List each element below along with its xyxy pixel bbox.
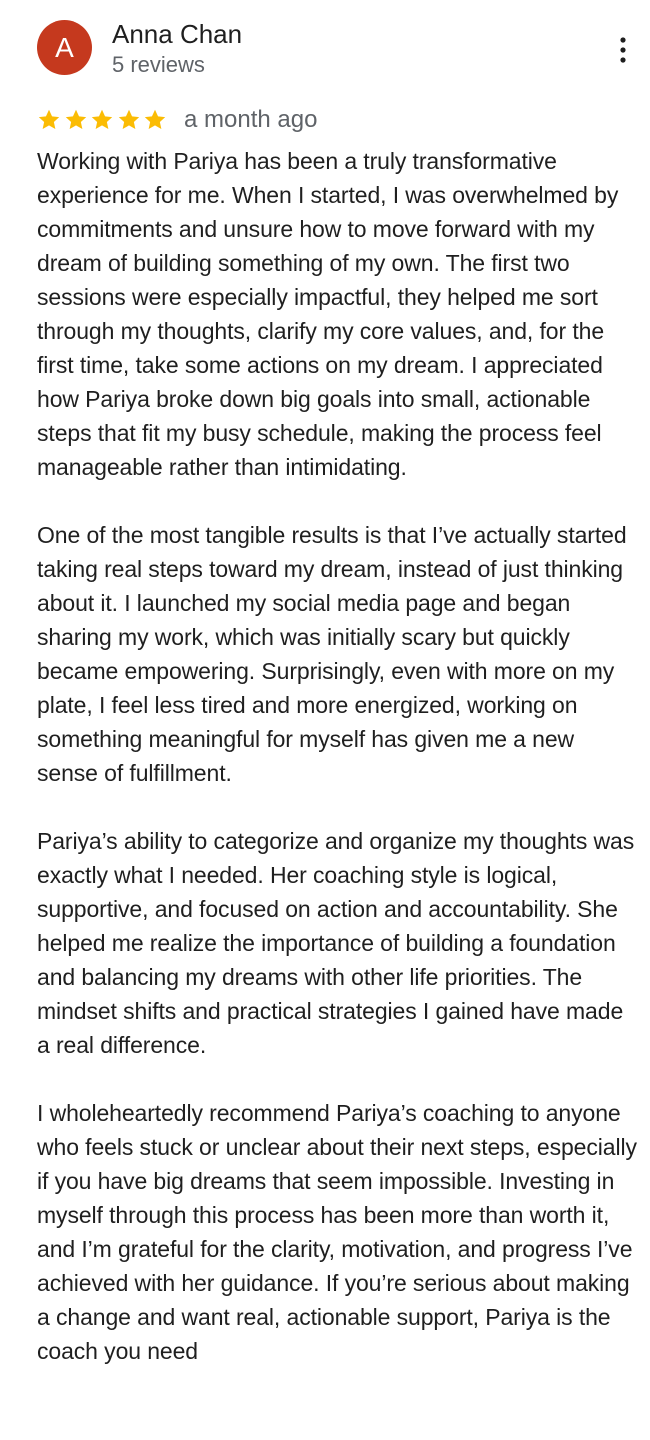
review-paragraph: One of the most tangible results is that I’ve actually started taking real steps toward my dream, instead of just thinking about it. I launched my social media page and began sharing my work, which was initially scary but quickly became empowering. Surprisingly, even with more on my plate, I feel less tired and more energized, working on something meaningful for myself has given me a new sense of fulfillment. (37, 522, 627, 786)
review-text (37, 144, 640, 1402)
more-options-button[interactable] (607, 32, 639, 68)
star-icon (37, 108, 61, 132)
star-icon (64, 108, 88, 132)
star-rating (37, 108, 172, 132)
review-date: a month ago (184, 106, 318, 133)
review-paragraph: Pariya’s ability to categorize and organize my thoughts was exactly what I needed. Her coaching style is logical, supportive, and focused on action and accountability. She helped me realize the importance of building a foundation and balancing my dreams with other life priorities. The mindset shifts and practical strategies I gained have made a real difference. (37, 828, 635, 1058)
vertical-dots-icon (607, 32, 639, 68)
author-review-count: 5 reviews (112, 52, 205, 77)
avatar[interactable]: A (37, 20, 92, 75)
star-icon (90, 108, 114, 132)
review-header (37, 20, 637, 80)
star-icon (143, 108, 167, 132)
author-name[interactable]: Anna Chan (112, 19, 243, 49)
star-icon (117, 108, 141, 132)
review-paragraph: I wholeheartedly recommend Pariya’s coaching to anyone who feels stuck or unclear about their next steps, especially if you have big dreams that seem impossible. Investing in myself through this process has been more than worth it, and I’m grateful for the clarity, motivation, and progress I’ve achieved with her guidance. If you’re serious about making a change and want real, actionable support, Pariya is the coach you need (37, 1100, 637, 1364)
rating-row (37, 104, 637, 138)
review-paragraph: Working with Pariya has been a truly transformative experience for me. When I started, I was overwhelmed by commitments and unsure how to move forward with my dream of building something of my own. The first two sessions were especially impactful, they helped me sort through my thoughts, clarify my core values, and, for the first time, take some actions on my dream. I appreciated how Pariya broke down big goals into small, actionable steps that fit my busy schedule, making the process feel manageable rather than intimidating. (37, 148, 619, 480)
